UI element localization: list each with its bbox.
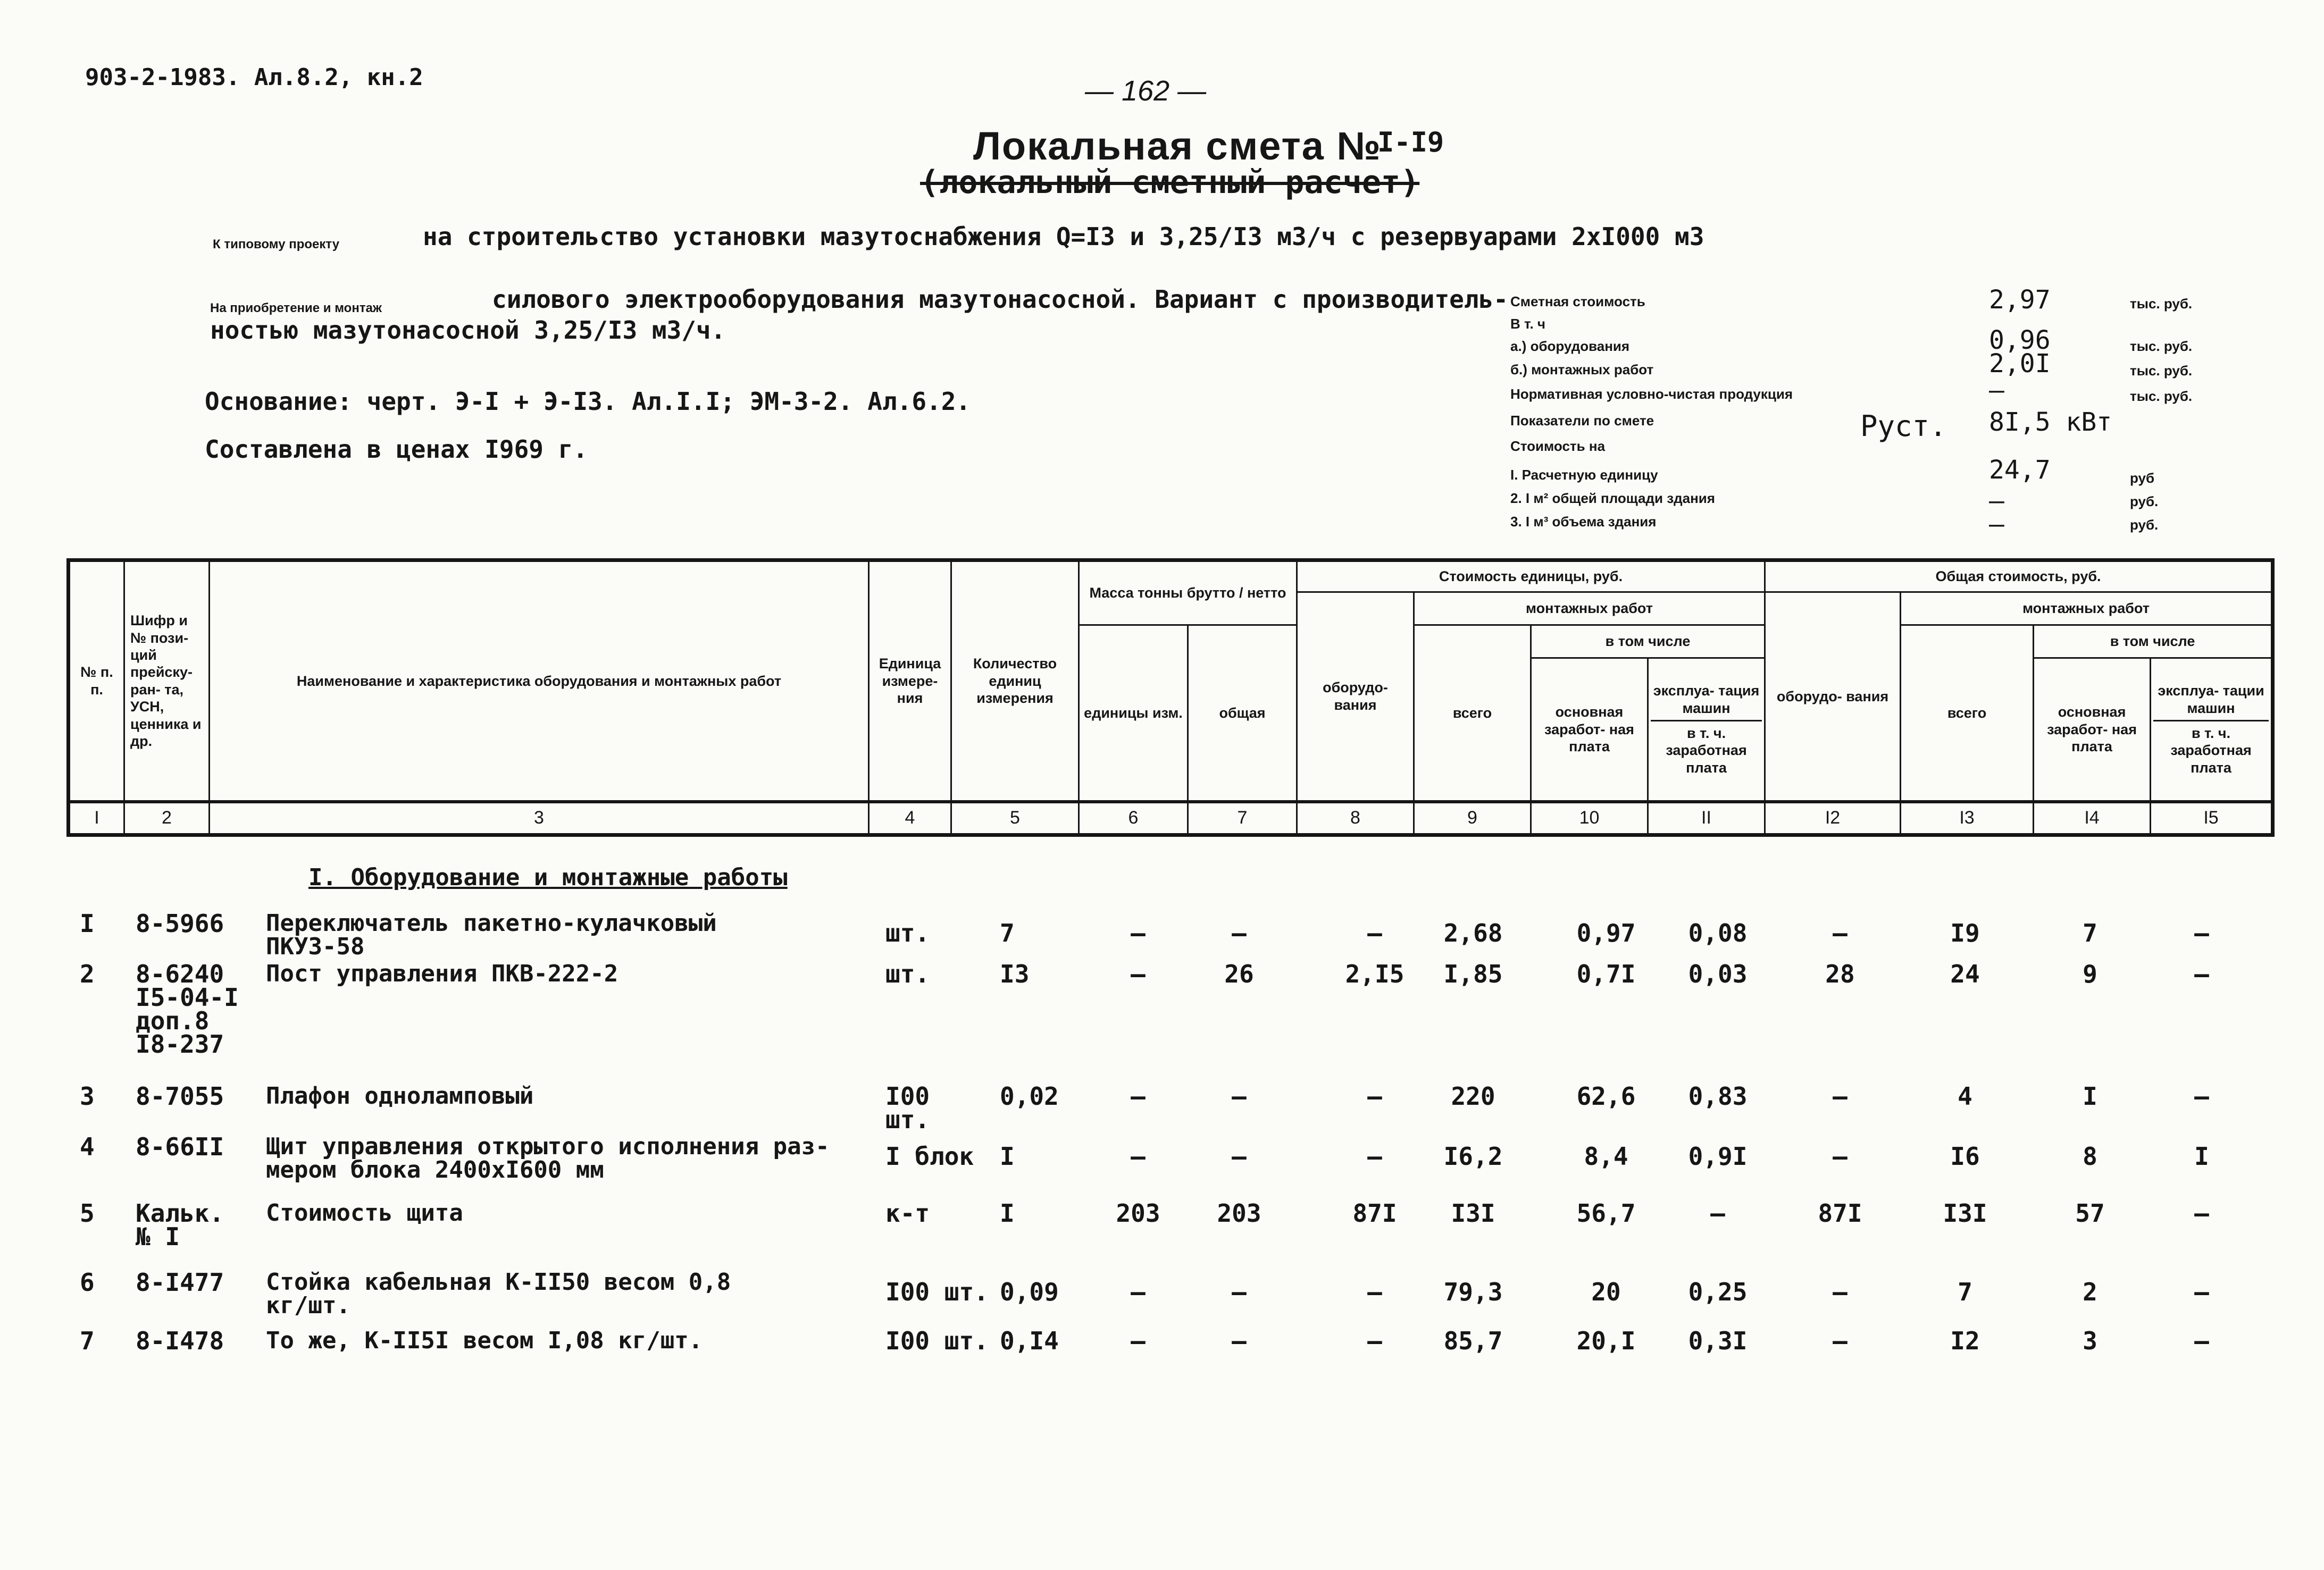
col-header-total-install-group: монтажных работ [1901,592,2273,625]
cost-summary-value: 2,97 [1989,285,2051,315]
basis-line: Основание: черт. Э-I + Э-I3. Ал.I.I; ЭМ-З-2. Ал.6.2. [205,387,971,416]
cost-summary-label: Стоимость на [1510,438,1606,454]
cost-summary-label: В т. ч [1510,316,1545,332]
row-mass-unit: – [1131,960,1146,988]
row-mass-total: 203 [1217,1199,1261,1228]
row-quantity: I [1000,1199,1015,1228]
table-row [0,960,2324,1059]
row-total-install: 24 [1950,960,1980,988]
col-number: I2 [1765,802,1901,835]
project-label: К типовому проекту [213,237,340,251]
power-symbol: Pуст. [1860,409,1947,443]
row-number: 2 [80,960,95,988]
row-total-machines: – [2194,1278,2209,1306]
cost-summary-unit: руб. [2130,517,2159,533]
col-header-mass-unit: единицы изм. [1079,625,1188,802]
row-total-install: I6 [1950,1142,1980,1171]
row-total-install: 7 [1958,1278,1972,1306]
row-name: Щит управления открытого исполнения раз- мером блока 2400xI600 мм [266,1133,830,1183]
row-number: 3 [80,1082,95,1111]
page-number: — 162 — [1085,75,1207,107]
row-total-equipment: – [1833,919,1848,947]
row-unit: шт. [885,919,930,947]
row-name: Стойка кабельная К-II50 весом 0,8 кг/шт. [266,1269,731,1319]
row-total-wage: 57 [2075,1199,2105,1228]
cost-summary-unit: тыс. руб. [2130,363,2193,379]
col-header-total-equipment: оборудо- вания [1765,592,1901,802]
row-wage: 0,97 [1576,919,1636,947]
cost-summary-label: Показатели по смете [1510,413,1654,429]
row-unit: I00 шт. [885,1082,930,1134]
col-header-total-machines-label: эксплуа- тации машин [2153,682,2269,721]
col-header-total-including: в том числе [2034,625,2273,658]
row-total-machines: – [2194,1326,2209,1355]
row-total-wage: 2 [2083,1278,2097,1306]
row-wage: 0,7I [1576,960,1636,988]
row-code: 8-6240 I5-04-I доп.8 I8-237 [136,960,239,1059]
col-number: 8 [1297,802,1414,835]
row-total-machines: – [2194,960,2209,988]
row-unit: к-т [885,1199,930,1228]
row-mass-total: – [1232,1142,1247,1171]
row-install-all: 220 [1451,1082,1495,1111]
row-install-all: I3I [1451,1199,1495,1228]
row-total-install: I2 [1950,1326,1980,1355]
row-machines: 0,03 [1688,960,1748,988]
row-total-install: 4 [1958,1082,1972,1111]
row-quantity: 7 [1000,919,1015,947]
col-number: 3 [210,802,869,835]
col-header-mass-total: общая [1188,625,1297,802]
cost-summary-value: 2,0I [1989,349,2051,379]
row-equipment-cost: – [1367,1082,1382,1111]
row-total-machines: – [2194,1199,2209,1228]
row-name: Пост управления ПКВ-222-2 [266,960,618,987]
col-header-machines-wage: в т. ч. заработная плата [1666,725,1747,776]
row-mass-total: – [1232,919,1247,947]
row-mass-unit: 203 [1116,1199,1160,1228]
row-total-wage: 8 [2083,1142,2097,1171]
row-equipment-cost: – [1367,1278,1382,1306]
cost-summary-unit: тыс. руб. [2130,388,2193,404]
cost-summary-value: 24,7 [1989,455,2051,485]
row-total-equipment: 28 [1825,960,1855,988]
row-total-wage: 7 [2083,919,2097,947]
row-total-equipment: – [1833,1082,1848,1111]
col-number: 10 [1531,802,1648,835]
row-number: 6 [80,1268,95,1297]
table-row [0,1132,2324,1210]
row-install-all: 79,3 [1443,1278,1503,1306]
col-header-unit-cost-group: Стоимость единицы, руб. [1297,560,1765,592]
col-number: I4 [2034,802,2151,835]
row-name: То же, К-II5I весом I,08 кг/шт. [266,1327,703,1354]
cost-summary-unit: руб [2130,470,2155,486]
cost-summary-label: I. Расчетную единицу [1510,467,1658,483]
col-header-quantity: Количество единиц измерения [951,560,1079,802]
row-unit: I00 шт. [885,1326,989,1355]
row-code: 8-I477 [136,1268,224,1297]
page-title: Локальная смета № [973,124,1382,168]
row-machines: – [1710,1199,1725,1228]
row-quantity: I [1000,1142,1015,1171]
row-mass-unit: – [1131,919,1146,947]
row-wage: 8,4 [1584,1142,1628,1171]
table-row [0,1199,2324,1276]
page-subtitle: (локальный сметный расчет) [920,164,1420,201]
row-total-equipment: – [1833,1326,1848,1355]
acquisition-label: На приобретение и монтаж [210,301,382,315]
col-header-code: Шифр и № пози- ций прейску- ран- та, УСН, ценника и др. [124,560,210,802]
col-header-install-group: монтажных работ [1414,592,1765,625]
col-header-install-all: всего [1414,625,1531,802]
col-header-total-machines [2151,658,2273,802]
cost-summary-label: Сметная стоимость [1510,293,1645,309]
row-number: 5 [80,1199,95,1228]
row-number: 4 [80,1132,95,1161]
col-header-including: в том числе [1531,625,1765,658]
cost-summary-value: – [1989,486,2004,516]
row-mass-unit: – [1131,1326,1146,1355]
row-total-machines: – [2194,919,2209,947]
row-quantity: 0,09 [1000,1278,1059,1306]
row-mass-unit: – [1131,1142,1146,1171]
row-code: 8-66II [136,1132,224,1161]
row-total-machines: – [2194,1082,2209,1111]
row-total-install: I9 [1950,919,1980,947]
row-mass-total: – [1232,1326,1247,1355]
row-unit: шт. [885,960,930,988]
col-number: I [69,802,124,835]
row-total-wage: 3 [2083,1326,2097,1355]
row-equipment-cost: – [1367,919,1382,947]
col-header-total-wage: основная заработ- ная плата [2034,658,2151,802]
row-name: Переключатель пакетно-кулачковый ПКУЗ-58 [266,910,717,960]
cost-summary-unit: тыс. руб. [2130,338,2193,354]
row-install-all: 85,7 [1443,1326,1503,1355]
row-mass-total: – [1232,1082,1247,1111]
row-machines: 0,3I [1688,1326,1748,1355]
row-wage: 20 [1591,1278,1621,1306]
col-header-total-cost-group: Общая стоимость, руб. [1765,560,2273,592]
project-text: на строительство установки мазутоснабжения Q=I3 и 3,25/I3 м3/ч с резервуарами 2xI000 м3 [423,222,1704,251]
cost-summary-label: 2. I м² общей площади здания [1510,490,1715,506]
cost-summary-value: 0,96 [1989,325,2051,355]
row-mass-total: 26 [1224,960,1254,988]
row-code: 8-7055 [136,1082,224,1111]
col-number: I3 [1901,802,2034,835]
row-install-all: I6,2 [1443,1142,1503,1171]
cost-summary-value: – [1989,509,2004,539]
estimate-table-header [66,558,2275,837]
row-code: 8-I478 [136,1326,224,1355]
row-code: Кальк. № I [136,1199,224,1251]
col-number: 4 [869,802,951,835]
row-machines: 0,83 [1688,1082,1748,1111]
cost-summary-unit: руб. [2130,493,2159,509]
col-number: II [1648,802,1765,835]
col-header-total-install-all: всего [1901,625,2034,802]
col-header-number: № п. п. [69,560,124,802]
row-equipment-cost: – [1367,1142,1382,1171]
compiled-line: Составлена в ценах I969 г. [205,435,588,464]
cost-summary-label: Нормативная условно-чистая продукция [1510,386,1793,402]
row-quantity: 0,02 [1000,1082,1059,1111]
col-header-wage: основная заработ- ная плата [1531,658,1648,802]
acquisition-text-continued: ностью мазутонасосной 3,25/I3 м3/ч. [210,316,726,345]
row-wage: 62,6 [1576,1082,1636,1111]
cost-summary-label: 3. I м³ объема здания [1510,514,1657,530]
cost-summary-value: – [1989,375,2004,405]
row-total-equipment: 87I [1818,1199,1862,1228]
col-header-unit: Единица измере- ния [869,560,951,802]
col-number: I5 [2151,802,2273,835]
row-machines: 0,9I [1688,1142,1748,1171]
cost-summary-value: 8I,5 кВт [1989,407,2112,437]
row-total-equipment: – [1833,1142,1848,1171]
row-wage: 20,I [1576,1326,1636,1355]
row-install-all: 2,68 [1443,919,1503,947]
col-number: 9 [1414,802,1531,835]
row-quantity: I3 [1000,960,1030,988]
col-header-equipment: оборудо- вания [1297,592,1414,802]
estimate-number: I-I9 [1377,127,1444,158]
row-mass-unit: – [1131,1278,1146,1306]
col-header-name: Наименование и характеристика оборудования и монтажных работ [210,560,869,802]
row-equipment-cost: 87I [1352,1199,1397,1228]
row-mass-unit: – [1131,1082,1146,1111]
row-quantity: 0,I4 [1000,1326,1059,1355]
col-number: 7 [1188,802,1297,835]
cost-summary-label: а.) оборудования [1510,338,1630,354]
row-code: 8-5966 [136,909,224,938]
row-number: I [80,909,95,938]
row-total-equipment: – [1833,1278,1848,1306]
row-number: 7 [80,1326,95,1355]
row-equipment-cost: 2,I5 [1345,960,1405,988]
col-header-mass-group: Масса тонны брутто / нетто [1079,560,1297,625]
col-header-machines [1648,658,1765,802]
col-number: 2 [124,802,210,835]
row-name: Плафон одноламповый [266,1082,534,1110]
row-name: Стоимость щита [266,1199,463,1227]
row-install-all: I,85 [1443,960,1503,988]
row-total-wage: 9 [2083,960,2097,988]
row-mass-total: – [1232,1278,1247,1306]
row-machines: 0,25 [1688,1278,1748,1306]
row-total-machines: I [2194,1142,2209,1171]
acquisition-text: силового электрооборудования мазутонасосной. Вариант с производитель- [492,285,1508,314]
row-unit: I блок [885,1142,974,1171]
col-header-total-machines-wage: в т. ч. заработная плата [2170,725,2252,776]
row-total-wage: I [2083,1082,2097,1111]
col-number: 5 [951,802,1079,835]
table-row [0,1326,2324,1404]
document-code: 903-2-1983. Ал.8.2, кн.2 [85,64,423,91]
row-total-install: I3I [1943,1199,1987,1228]
section-title: I. Оборудование и монтажные работы [308,864,788,891]
row-machines: 0,08 [1688,919,1748,947]
cost-summary-label: б.) монтажных работ [1510,362,1654,377]
row-equipment-cost: – [1367,1326,1382,1355]
row-unit: I00 шт. [885,1278,989,1306]
cost-summary-unit: тыс. руб. [2130,296,2193,312]
col-header-machines-label: эксплуа- тация машин [1651,682,1762,721]
row-wage: 56,7 [1576,1199,1636,1228]
col-number: 6 [1079,802,1188,835]
